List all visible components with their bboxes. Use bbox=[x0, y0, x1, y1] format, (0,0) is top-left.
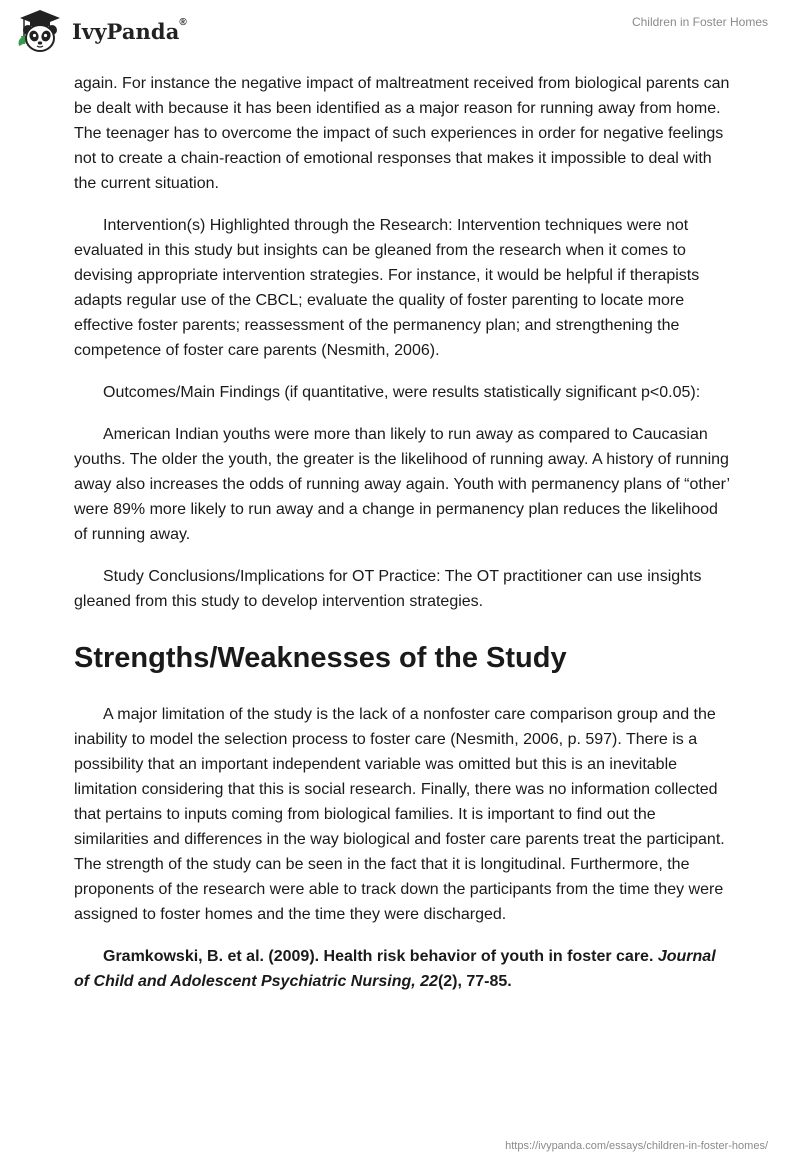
source-url[interactable]: https://ivypanda.com/essays/children-in-foster-homes/ bbox=[505, 1140, 768, 1152]
logo-wordmark bbox=[72, 16, 187, 44]
running-title: Children in Foster Homes bbox=[631, 15, 768, 29]
document-body bbox=[74, 71, 730, 994]
paragraph-outcomes-heading: Outcomes/Main Findings (if quantitative, were results statistically significant p<0.05): bbox=[103, 384, 701, 401]
panda-graduate-icon bbox=[16, 8, 64, 54]
ivypanda-logo[interactable] bbox=[16, 8, 187, 54]
registered-mark: ® bbox=[179, 16, 187, 28]
paragraph-intervention: Intervention(s) Highlighted through the Research: Intervention techniques were not evaluated in this study but insights can be gleaned from the research when it comes to devising appropriate intervention strategies. For instance, it would be helpful if therapists adapts regular use of the CBCL; evaluate the quality of foster parenting to locate more effective foster parents; reassessment of the permanency plan; and strengthening the competence of foster care parents (Nesmith, 2006). bbox=[74, 217, 700, 359]
logo-text: IvyPanda bbox=[72, 18, 180, 44]
paragraph-conclusions: Study Conclusions/Implications for OT Practice: The OT practitioner can use insights gleaned from this study to develop intervention strategies. bbox=[74, 568, 702, 610]
reference-journal: Journal of Child and Adolescent Psychiatric Nursing, 22 bbox=[74, 948, 716, 990]
reference-entry bbox=[74, 944, 730, 994]
paragraph-findings: American Indian youths were more than likely to run away as compared to Caucasian youths. The older the youth, the greater is the likelihood of running away. A history of running away also increases the odds of running away again. Youth with permanency plans of “other’ were 89% more likely to run away and a change in permanency plan reduces the likelihood of running away. bbox=[74, 426, 730, 543]
section-heading: Strengths/Weaknesses of the Study bbox=[74, 642, 567, 674]
page-header bbox=[0, 0, 800, 62]
paragraph-continuation: again. For instance the negative impact of maltreatment received from biological parents can be dealt with because it has been identified as a major reason for running away from home. The teenager has to overcome the impact of such experiences in order for negative feelings not to create a chain-reaction of emotional responses that makes it impossible to deal with the current situation. bbox=[74, 75, 730, 192]
reference-authors: Gramkowski, B. et al. (2009). Health risk behavior of youth in foster care. bbox=[103, 948, 654, 965]
paragraph-strengths-weaknesses: A major limitation of the study is the lack of a nonfoster care comparison group and the inability to model the selection process to foster care (Nesmith, 2006, p. 597). There is a possibility that an important independent variable was omitted but this is an inevitable limitation considering that this is social research. Finally, there was no information collected that pertains to inputs coming from biological families. It is important to find out the similarities and differences in the way biological and foster care parents treat the participant. The strength of the study can be seen in the fact that it is longitudinal. Furthermore, the proponents of the research were able to track down the participants from the time they were assigned to foster homes and the time they were discharged. bbox=[74, 706, 725, 923]
reference-issue-pages: (2), 77-85. bbox=[437, 973, 512, 990]
